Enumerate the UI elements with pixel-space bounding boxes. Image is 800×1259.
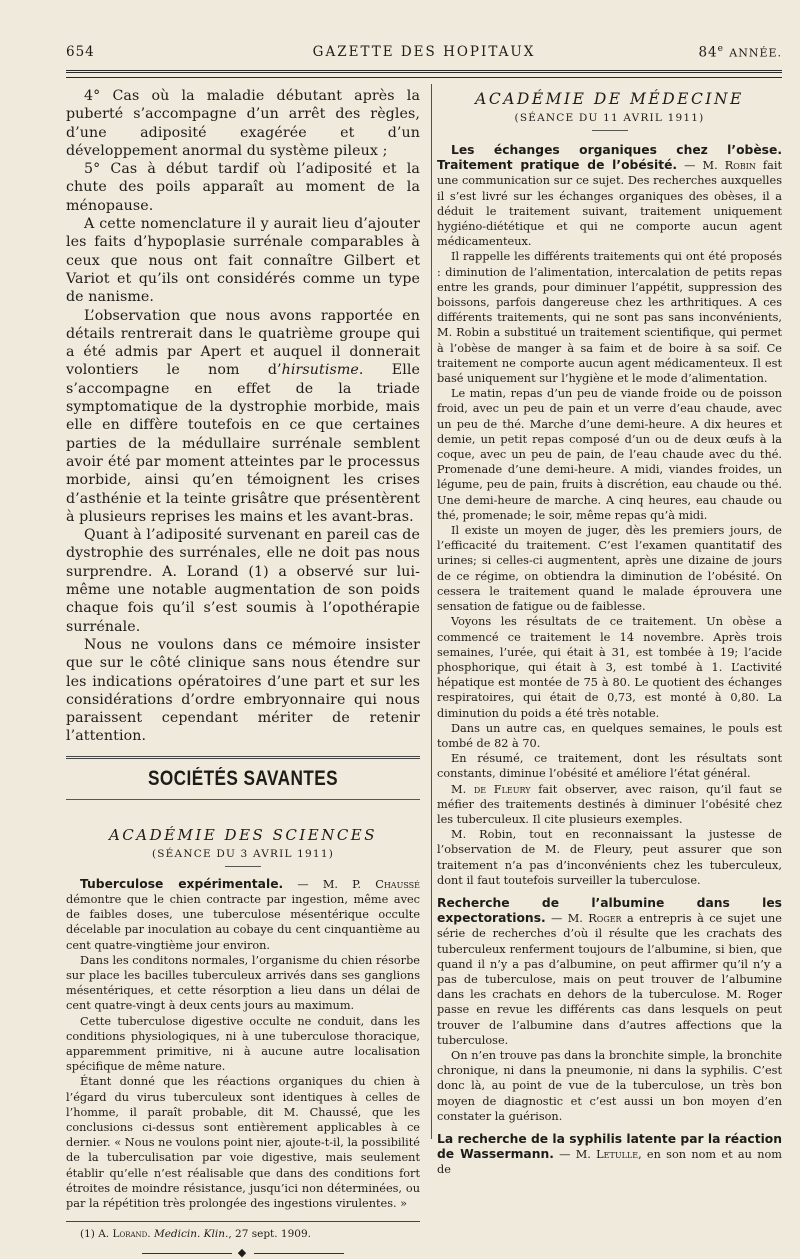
article-heading: Les échanges organiques chez l’obèse. Traitement pratique de l’obésité. (437, 143, 782, 173)
left-column (66, 84, 420, 1259)
paragraph: On n’en trouve pas dans la bronchite simple, la bronchite chronique, ni dans la pneumonie, ni dans la syphilis. C’est donc là, au point de vue de la tuberculose, un très bon moyen de diagnostic et c’est aussi un bon moyen d’en constater la guérison. (437, 1048, 782, 1123)
footnote-rule (66, 1221, 420, 1222)
journal-title: GAZETTE DES HOPITAUX (312, 44, 536, 60)
paragraph: Cette tuberculose digestive occulte ne conduit, dans les conditions physiologiques, ni à une tuberculose thoracique, apparemment primitive, ni à aucune autre localisation spécifique de même nature. (66, 1014, 420, 1074)
academy-heading: ACADÉMIE DE MÉDECINE (475, 90, 744, 108)
year-label: 84e ANNÉE. (698, 44, 782, 61)
section-title: SOCIÉTÉS SAVANTES (147, 766, 339, 790)
paragraph: 5° Cas à début tardif où l’adiposité et la chute des poils apparaît au moment de la ménopause. (66, 161, 420, 214)
paragraph: En résumé, ce traitement, dont les résultats sont constants, diminue l’obésité et améliore l’état général. (437, 752, 782, 781)
paragraph: Dans un autre cas, en quelques semaines, le pouls est tombé de 82 à 70. (437, 721, 782, 750)
paragraph: Dans les conditons normales, l’organisme du chien résorbe sur place les bacilles tuberculeux arrivés dans ses ganglions mésentériques, et cette résorption a lieu dans un délai de cent quatre-vingt à deux cents jours au maximum. (66, 953, 420, 1013)
footnote: (1) A. Lorand. Medicin. Klin., 27 sept. 1909. (80, 1228, 311, 1241)
session-date: (SÉANCE DU 3 AVRIL 1911) (151, 847, 334, 860)
paragraph: Le matin, repas d’un peu de viande froide ou de poisson froid, avec un peu de pain et un verre d’eau chaude, avec un peu de thé. Marche d’une demi-heure. A dix heures et demie, un petit repas composé d’un ou de deux œufs à la coque, avec un peu de pain, de l’eau chaude avec du thé. Promenade d’une demi-heure. A midi, viandes froides, un légume, peu de pain, fruits à discrétion, eau chaude ou thé. Une demi-heure de marche. A cinq heures, eau chaude ou thé, promenade; le soir, même repas qu’à midi. (437, 387, 782, 522)
paragraph: Étant donné que les réactions organiques du chien à l’égard du virus tuberculeux sont identiques à celles de l’homme, il paraît probable, dit M. Chaussé, que les conclusions ci-dessus sont entièrement applicables à ce dernier. « Nous ne voulons point nier, ajoute-t-il, la possibilité de la tuberculisation par voie digestive, mais seulement établir qu’elle n’est réalisable que dans des conditions fort étroites de moindre résistance, jusqu’ici non déterminées, ou par la répétition très prolongée des ingestions virulentes. » (66, 1075, 420, 1210)
paragraph: Il rappelle les différents traitements qui ont été proposés : diminution de l’alimentation, intercalation de petits repas entre les grands, pour diminuer l’appétit, suppression des boissons, parfois dangereuse chez les arthritiques. A ces différents traitements, qui ne sont pas sans inconvénients, M. Robin a substitué un traitement scientifique, qui permet à l’obèse de manger à sa faim et de boire à sa soif. Ce traitement ne comporte aucun agent médicamenteux. Il est basé uniquement sur l’hygiène et le mode d’alimentation. (437, 250, 782, 386)
paragraph: A cette nomenclature il y aurait lieu d’ajouter les faits d’hypoplasie surrénale comparables à ceux que nous ont fait connaître Gilbert et Variot et qu’ils ont considérés comme un type de nanisme. (66, 216, 420, 306)
article-obesite: Les échanges organiques chez l’obèse. Traitement pratique de l’obésité. — M. Robin fait une communication sur ce sujet. Des recherches auxquelles il s’est livré sur les échanges organiques des obèses, il a déduit le traitement suivant, traitement uniquement hygiéno-diététique et qui ne comporte aucun agent médicamenteux. (437, 143, 782, 249)
article-tuberculose: Tuberculose expérimentale. — M. P. Chaussé démontre que le chien contracte par ingestion, même avec de faibles doses, une tuberculose mésentérique occulte décelable par inoculation au cobaye du cent cinquantième au cent quatre-vingtième jour environ. (66, 876, 420, 952)
article-syphilis: La recherche de la syphilis latente par la réaction de Wassermann. — M. Letulle, en son nom et au nom de (437, 1132, 782, 1177)
academy-heading: ACADÉMIE DES SCIENCES (108, 825, 378, 844)
header-rule (66, 70, 782, 73)
page-number: 654 (66, 44, 95, 60)
paragraph: 4° Cas où la maladie débutant après la puberté s’accompagne d’un arrêt des règles, d’une adiposité exagérée et d’un développement anormal du système pileux ; (66, 88, 420, 159)
paragraph: L’observation que nous avons rapportée en détails rentrerait dans le quatrième groupe qui a été admis par Apert et auquel il donnerait volontiers le nom d’hirsutisme. Elle s’accompagne en effet de la triade symptomatique de la dystrophie morbide, mais elle en diffère toutefois en ce que certaines parties de la médullaire surrénale semblent avoir été par moment atteintes par le processus morbide, ainsi qu’en témoignent les crises d’asthénie et la teinte grisâtre que présentèrent à plusieurs reprises les mains et les avant-bras. (66, 307, 420, 525)
header-rule-thin (66, 77, 782, 78)
paragraph: Nous ne voulons dans ce mémoire insister que sur le côté clinique sans nous étendre sur les indications opératoires d’une part et sur les considérations d’ordre embryonnaire qui nous paraissent cependant mériter de retenir l’attention. (66, 636, 420, 745)
short-rule (225, 866, 261, 867)
paragraph: Voyons les résultats de ce traitement. Un obèse a commencé ce traitement le 14 novembre. Après trois semaines, l’urée, qui était à 31, est tombée à 19; l’acide phosphorique, qui était à 3, est tombé à 1. L’activité hépatique est montée de 75 à 80. Le quotient des échanges respiratoires, qui était de 0,73, est monté à 0,80. La diminution du poids a été très notable. (437, 615, 782, 720)
paragraph: Il existe un moyen de juger, dès les premiers jours, de l’efficacité du traitement. C’est l’examen quantitatif des urines; si celles-ci augmentent, après une dizaine de jours de ce régime, on obtiendra la diminution de l’obésité. On cessera le traitement quand le malade éprouvera une sensation de fatigue ou de faiblesse. (437, 524, 782, 614)
paragraph: Quant à l’adiposité survenant en pareil cas de dystrophie des surrénales, elle ne doit pas nous surprendre. A. Lorand (1) a observé sur lui-même une notable augmentation de son poids chaque fois qu’il s’est soumis à l’opothérapie surrénale. (66, 527, 420, 635)
section-rule (66, 756, 420, 759)
article-heading: Recherche de l’albumine dans les expectorations. (437, 895, 782, 926)
running-header (66, 44, 782, 64)
column-separator (431, 84, 432, 1139)
article-heading: La recherche de la syphilis latente par la réaction de Wassermann. (437, 1132, 782, 1162)
session-date: (SÉANCE DU 11 AVRIL 1911) (514, 112, 705, 124)
paragraph: M. Robin, tout en reconnaissant la justesse de l’observation de M. de Fleury, peut assurer que son traitement n’a pas d’inconvénients chez les tuberculeux, dont il faut toutefois surveiller la tuberculose. (437, 828, 782, 887)
end-ornament: ◆ (66, 1246, 420, 1259)
article-albumine: Recherche de l’albumine dans les expectorations. — M. Roger a entrepris à ce sujet une série de recherches d’où il résulte que les crachats des tuberculeux renferment toujours de l’albumine, si bien, que quand il n’y a pas d’albumine, on peut affirmer qu’il n’y a pas de tuberculose, mais on peut trouver de l’albumine dans les crachats en dehors de la tuberculose. M. Roger passe en revue les différents cas dans lesquels on peut trouver de l’albumine dans d’autres affections que la tuberculose. (437, 895, 782, 1047)
article-heading: Tuberculose expérimentale. (80, 876, 284, 891)
right-column (437, 84, 782, 1178)
paragraph: M. de Fleury fait observer, avec raison, qu’il faut se méfier des traitements destinés à diminuer l’obésité chez les tuberculeux. Il cite plusieurs exemples. (437, 782, 783, 826)
short-rule (592, 130, 628, 131)
section-rule-thin (66, 799, 420, 800)
